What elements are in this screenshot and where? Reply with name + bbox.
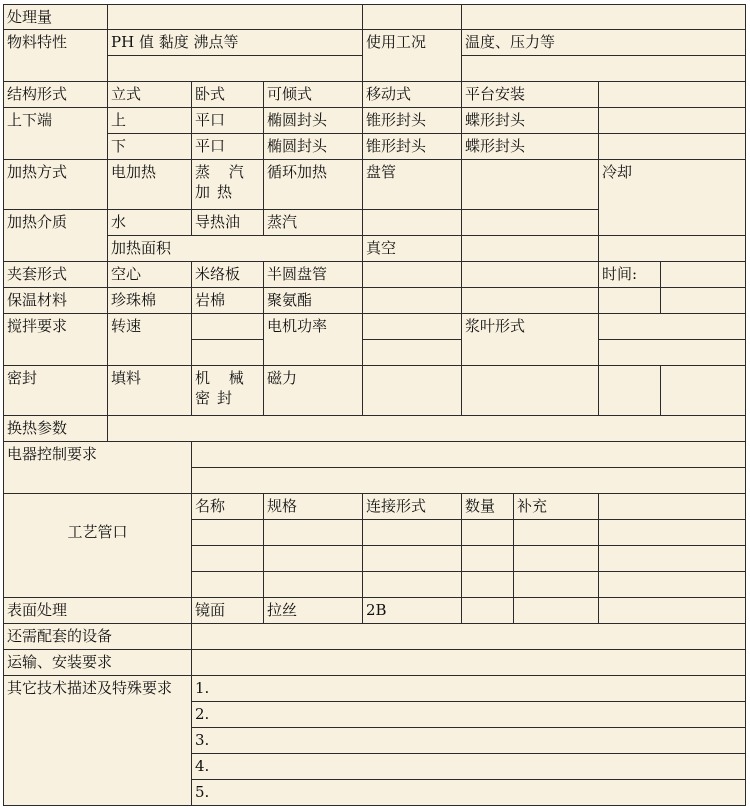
- nozzle-cell[interactable]: [192, 546, 264, 572]
- label-impeller-type: 浆叶形式: [462, 314, 599, 366]
- nozzle-cell[interactable]: [599, 546, 746, 572]
- nozzle-header-notes: 补充: [514, 494, 599, 520]
- field-transport-install[interactable]: [192, 650, 746, 676]
- nozzle-header-name: 名称: [192, 494, 264, 520]
- blank-cell[interactable]: [599, 366, 661, 416]
- option-lower-elliptical[interactable]: 椭圆封头: [264, 134, 363, 160]
- field-electrical-control[interactable]: [192, 442, 746, 468]
- option-lower-conical[interactable]: 锥形封头: [363, 134, 462, 160]
- field-material-properties[interactable]: [108, 56, 363, 82]
- requirement-line-5[interactable]: 5.: [192, 780, 746, 806]
- blank-cell[interactable]: [599, 82, 746, 108]
- label-vacuum: 真空: [363, 236, 462, 262]
- option-mechanical-seal[interactable]: 机 械 密封: [192, 366, 264, 416]
- nozzle-cell[interactable]: [192, 572, 264, 598]
- option-packing-seal[interactable]: 填料: [108, 366, 192, 416]
- blank-cell[interactable]: [661, 366, 746, 416]
- blank-cell[interactable]: [462, 4, 746, 30]
- option-coil[interactable]: 盘管: [363, 160, 462, 210]
- option-thermal-oil[interactable]: 导热油: [192, 210, 264, 236]
- blank-cell[interactable]: [462, 160, 599, 210]
- nozzle-header-connection: 连接形式: [363, 494, 462, 520]
- blank-cell[interactable]: [363, 366, 462, 416]
- blank-cell[interactable]: [462, 262, 599, 288]
- option-mirror-finish[interactable]: 镜面: [192, 598, 264, 624]
- option-rock-wool[interactable]: 岩棉: [192, 288, 264, 314]
- field-auxiliary-equipment[interactable]: [192, 624, 746, 650]
- field-processing-volume[interactable]: [108, 4, 363, 30]
- option-upper-conical[interactable]: 锥形封头: [363, 108, 462, 134]
- requirement-line-3[interactable]: 3.: [192, 728, 746, 754]
- blank-cell[interactable]: [599, 134, 746, 160]
- label-electrical-control: 电器控制要求: [3, 442, 192, 494]
- blank-cell[interactable]: [363, 210, 462, 236]
- option-brushed-finish[interactable]: 拉丝: [264, 598, 363, 624]
- nozzle-cell[interactable]: [264, 520, 363, 546]
- nozzle-header-quantity: 数量: [462, 494, 514, 520]
- blank-cell[interactable]: [514, 598, 599, 624]
- label-insulation: 保温材料: [3, 288, 108, 314]
- blank-cell[interactable]: [363, 262, 462, 288]
- label-agitation: 搅拌要求: [3, 314, 108, 366]
- option-water[interactable]: 水: [108, 210, 192, 236]
- option-steam[interactable]: 蒸汽: [264, 210, 363, 236]
- option-upper-flat[interactable]: 平口: [192, 108, 264, 134]
- blank-cell[interactable]: [599, 340, 746, 366]
- option-upper-dished[interactable]: 蝶形封头: [462, 108, 599, 134]
- blank-cell[interactable]: [599, 288, 661, 314]
- blank-cell[interactable]: [462, 288, 599, 314]
- label-time: 时间:: [599, 262, 661, 288]
- field-time[interactable]: [661, 262, 746, 288]
- label-other-requirements: 其它技术描述及特殊要求: [3, 676, 192, 806]
- blank-cell[interactable]: [462, 236, 599, 262]
- nozzle-cell[interactable]: [192, 520, 264, 546]
- blank-cell[interactable]: [462, 366, 599, 416]
- blank-cell[interactable]: [363, 288, 462, 314]
- option-horizontal[interactable]: 卧式: [192, 82, 264, 108]
- nozzle-header-spec: 规格: [264, 494, 363, 520]
- nozzle-cell[interactable]: [599, 572, 746, 598]
- label-transport-install: 运输、安装要求: [3, 650, 192, 676]
- label-seal: 密封: [3, 366, 108, 416]
- label-cooling: 冷却: [599, 160, 746, 236]
- nozzle-cell[interactable]: [514, 572, 599, 598]
- field-impeller-type[interactable]: [599, 314, 746, 340]
- option-dimple-jacket[interactable]: 米络板: [192, 262, 264, 288]
- option-magnetic-seal[interactable]: 磁力: [264, 366, 363, 416]
- label-heat-exchange: 换热参数: [3, 416, 108, 442]
- nozzle-cell[interactable]: [462, 520, 514, 546]
- option-polyurethane[interactable]: 聚氨酯: [264, 288, 363, 314]
- label-structure-type: 结构形式: [3, 82, 108, 108]
- option-electric-heating[interactable]: 电加热: [108, 160, 192, 210]
- label-processing-volume: 处理量: [3, 4, 108, 30]
- field-motor-power[interactable]: [363, 314, 462, 340]
- nozzle-cell[interactable]: [264, 572, 363, 598]
- option-steam-heating[interactable]: 蒸 汽 加热: [192, 160, 264, 210]
- label-upper: 上: [108, 108, 192, 134]
- label-heating-area: 加热面积: [108, 236, 363, 262]
- option-pearl-cotton[interactable]: 珍珠棉: [108, 288, 192, 314]
- label-heating-method: 加热方式: [3, 160, 108, 210]
- option-circulation-heating[interactable]: 循环加热: [264, 160, 363, 210]
- nozzle-cell[interactable]: [462, 572, 514, 598]
- operating-conditions-hint: 温度、压力等: [462, 30, 746, 56]
- nozzle-cell[interactable]: [462, 546, 514, 572]
- blank-cell[interactable]: [462, 210, 599, 236]
- nozzle-cell[interactable]: [363, 572, 462, 598]
- nozzle-cell[interactable]: [599, 520, 746, 546]
- blank-cell[interactable]: [599, 494, 746, 520]
- field-operating-conditions[interactable]: [462, 56, 746, 82]
- nozzle-cell[interactable]: [363, 520, 462, 546]
- label-heating-medium: 加热介质: [3, 210, 108, 262]
- option-mobile[interactable]: 移动式: [363, 82, 462, 108]
- blank-cell[interactable]: [363, 4, 462, 30]
- label-motor-power: 电机功率: [264, 314, 363, 366]
- label-material-properties: 物料特性: [3, 30, 108, 82]
- label-process-nozzles: 工艺管口: [3, 494, 192, 598]
- blank-cell[interactable]: [192, 468, 746, 494]
- blank-cell[interactable]: [599, 598, 746, 624]
- label-ends: 上下端: [3, 108, 108, 160]
- option-hollow-jacket[interactable]: 空心: [108, 262, 192, 288]
- field-heat-exchange[interactable]: [108, 416, 746, 442]
- option-tiltable[interactable]: 可倾式: [264, 82, 363, 108]
- blank-cell[interactable]: [661, 288, 746, 314]
- label-operating-conditions: 使用工况: [363, 30, 462, 82]
- option-lower-flat[interactable]: 平口: [192, 134, 264, 160]
- option-lower-dished[interactable]: 蝶形封头: [462, 134, 599, 160]
- option-platform-mounted[interactable]: 平台安装: [462, 82, 599, 108]
- blank-cell[interactable]: [192, 340, 264, 366]
- material-properties-hint: PH 值 黏度 沸点等: [108, 30, 363, 56]
- blank-cell[interactable]: [599, 108, 746, 134]
- option-vertical[interactable]: 立式: [108, 82, 192, 108]
- label-surface-treatment: 表面处理: [3, 598, 192, 624]
- nozzle-cell[interactable]: [514, 520, 599, 546]
- label-speed: 转速: [108, 314, 192, 366]
- requirement-line-4[interactable]: 4.: [192, 754, 746, 780]
- label-lower: 下: [108, 134, 192, 160]
- requirement-line-2[interactable]: 2.: [192, 702, 746, 728]
- requirement-line-1[interactable]: 1.: [192, 676, 746, 702]
- field-speed[interactable]: [192, 314, 264, 340]
- blank-cell[interactable]: [363, 340, 462, 366]
- nozzle-cell[interactable]: [264, 546, 363, 572]
- option-half-pipe-coil[interactable]: 半圆盘管: [264, 262, 363, 288]
- blank-cell[interactable]: [599, 236, 746, 262]
- nozzle-cell[interactable]: [363, 546, 462, 572]
- nozzle-cell[interactable]: [514, 546, 599, 572]
- option-2b-finish[interactable]: 2B: [363, 598, 462, 624]
- option-upper-elliptical[interactable]: 椭圆封头: [264, 108, 363, 134]
- blank-cell[interactable]: [462, 598, 514, 624]
- label-auxiliary-equipment: 还需配套的设备: [3, 624, 192, 650]
- label-jacket-type: 夹套形式: [3, 262, 108, 288]
